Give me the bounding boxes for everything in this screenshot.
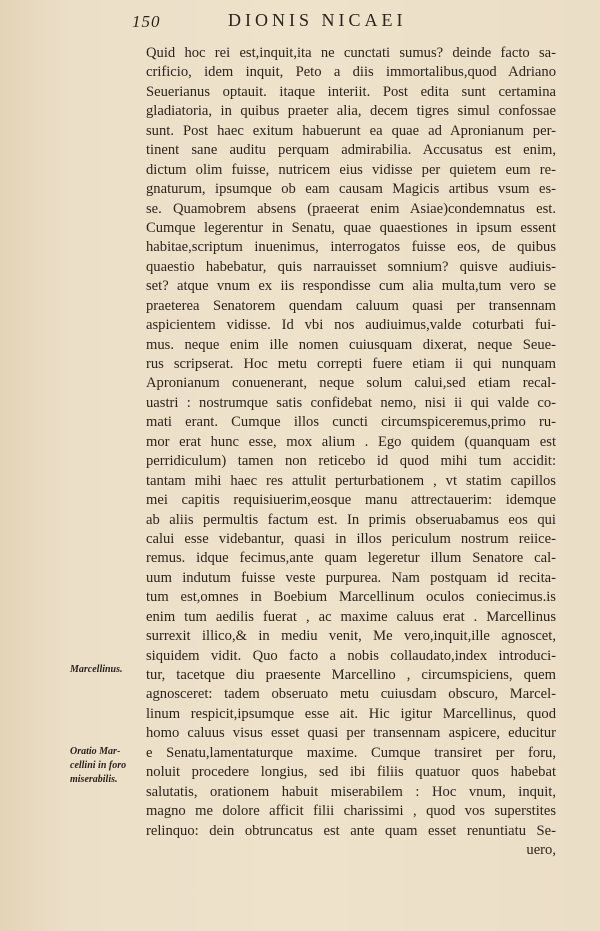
marginal-note-line: cellini in foro <box>70 760 127 771</box>
text-line: Seuerianus optauit. itaque interiit. Post edita sunt certamina <box>146 83 556 100</box>
text-line: linum respicit,ipsumque esse ait. Hic igitur Marcellinus, quod <box>146 705 556 722</box>
text-line: e Senatu,lamentaturque maxime. Cumque transiret per foru, <box>146 744 556 761</box>
text-line: homo caluus visus esset quasi per transennam aspicere, educitur <box>146 725 556 742</box>
text-line: relinquo: dein obtruncatus est ante quam esset renuntiatu Se- <box>146 822 556 839</box>
text-line: Quid hoc rei est,inquit,ita ne cunctati sumus? deinde facto sa- <box>146 45 556 61</box>
body-text <box>146 44 556 860</box>
text-line: quaestio habebatur, quis narrauisset somnium? quisve audiuis- <box>146 258 556 275</box>
text-line: tur, tacetque diu praesente Marcellino , circumspiciens, quem <box>146 667 556 683</box>
text-line: enim tum aedilis fuerat , ac maxime caluus erat . Marcellinus <box>146 608 556 625</box>
text-line: surrexit illico,& in mediu venit, Me vero,inquit,ille agnoscet, <box>146 628 556 645</box>
text-line: uastri : nostrumque satis confidebat nemo, nisi ii qui valde co- <box>146 394 556 411</box>
text-line: tantam mihi haec res attulit perturbationem , vt statim capillos <box>146 472 556 489</box>
text-line: mati erant. Cumque illos cuncti circumspiceremus,primo ru- <box>146 414 556 431</box>
text-line: Apronianum conuenerant, neque solum calui,sed etiam recal- <box>146 375 556 392</box>
page-header <box>132 10 572 34</box>
text-line: set? atque vnum ex iis respondisse cum alia multa,tum vero se <box>146 278 556 295</box>
text-line: tum est,omnes in Boebium Marcellinum oculos coniecimus.is <box>146 589 556 606</box>
text-line: calui esse videbantur, quasi in illos periculum nostrum reiice- <box>146 530 556 547</box>
text-line: mus. neque enim ille nomen cuiusquam dixerat, neque Seue- <box>146 336 556 353</box>
text-line: magno me dolore afficit filii charissimi , quod vos superstites <box>146 803 556 820</box>
page-number: 150 <box>132 12 161 31</box>
marginal-note-oratio <box>70 745 126 787</box>
text-line: mei capitis requisiuerim,eosque manu attrectauerim: idemque <box>146 492 556 509</box>
text-line: Cumque legerentur in Senatu, quae quaestiones in ipsum essent <box>146 219 556 236</box>
marginal-note-text: Marcellinus. <box>70 664 123 675</box>
text-line: mor erat hunc esse, mox alium . Ego quidem (quanquam est <box>146 433 556 450</box>
text-line: uero, <box>526 841 556 858</box>
text-line: tinent sane auditu perquam admirabilia. Accusatus est enim, <box>146 142 556 159</box>
marginal-note-line: miserabilis. <box>70 774 118 785</box>
text-line: remus. idque fecimus,ante quam legeretur illum Senatore cal- <box>146 550 556 567</box>
text-line: siquidem vidit. Quo facto a nobis collaudato,index introduci- <box>146 647 556 664</box>
text-line: perridiculum) tamen non reticebo id quod mihi tum accidit: <box>146 453 556 470</box>
text-line: praeterea Senatorem quendam caluum quasi per transennam <box>146 297 556 314</box>
text-line: noluit procedere longius, sed ibi filiis quatuor quos habebat <box>146 764 556 781</box>
running-title: DIONIS NICAEI <box>228 10 407 30</box>
text-line: ab aliis permultis factum est. In primis obseruabamus eos qui <box>146 511 556 528</box>
text-line: crificio, idem inquit, Peto a diis immortalibus,quod Adriano <box>146 64 556 81</box>
marginal-note-line: Oratio Mar- <box>70 746 121 757</box>
text-line: sunt. Post haec exitum habuerunt ea quae ad Apronianum per- <box>146 122 556 139</box>
text-line: aspicientem vidisse. Id vbi nos audiuimus,valde coturbati fui- <box>146 317 556 334</box>
text-line: agnosceret: tadem obseruato metu cuiusdam obscuro, Marcel- <box>146 686 556 703</box>
text-line: se. Quamobrem absens (praeerat enim Asiae)condemnatus est. <box>146 200 556 217</box>
text-line: habitae,scriptum inuenimus, interrogatos fuisse eos, de quibus <box>146 239 556 256</box>
text-line: gladiatoria, in quibus praeter alia, decem tigres simul confossae <box>146 103 556 120</box>
text-line: gnaturum, ipsumque ob eam causam Magicis artibus vsum es- <box>146 181 556 198</box>
text-line: rus scripserat. Hoc metu correpti fuere etiam ii qui nunquam <box>146 356 556 372</box>
marginal-note-marcellinus <box>70 663 123 677</box>
text-line: uum indutum fuisse veste purpurea. Nam postquam id recita- <box>146 569 556 586</box>
text-line: dictum olim fuisse, nutricem eius vidisse per quietem eum re- <box>146 161 556 178</box>
text-line: salutatis, orationem habuit miserabilem : Hoc vnum, inquit, <box>146 783 556 800</box>
